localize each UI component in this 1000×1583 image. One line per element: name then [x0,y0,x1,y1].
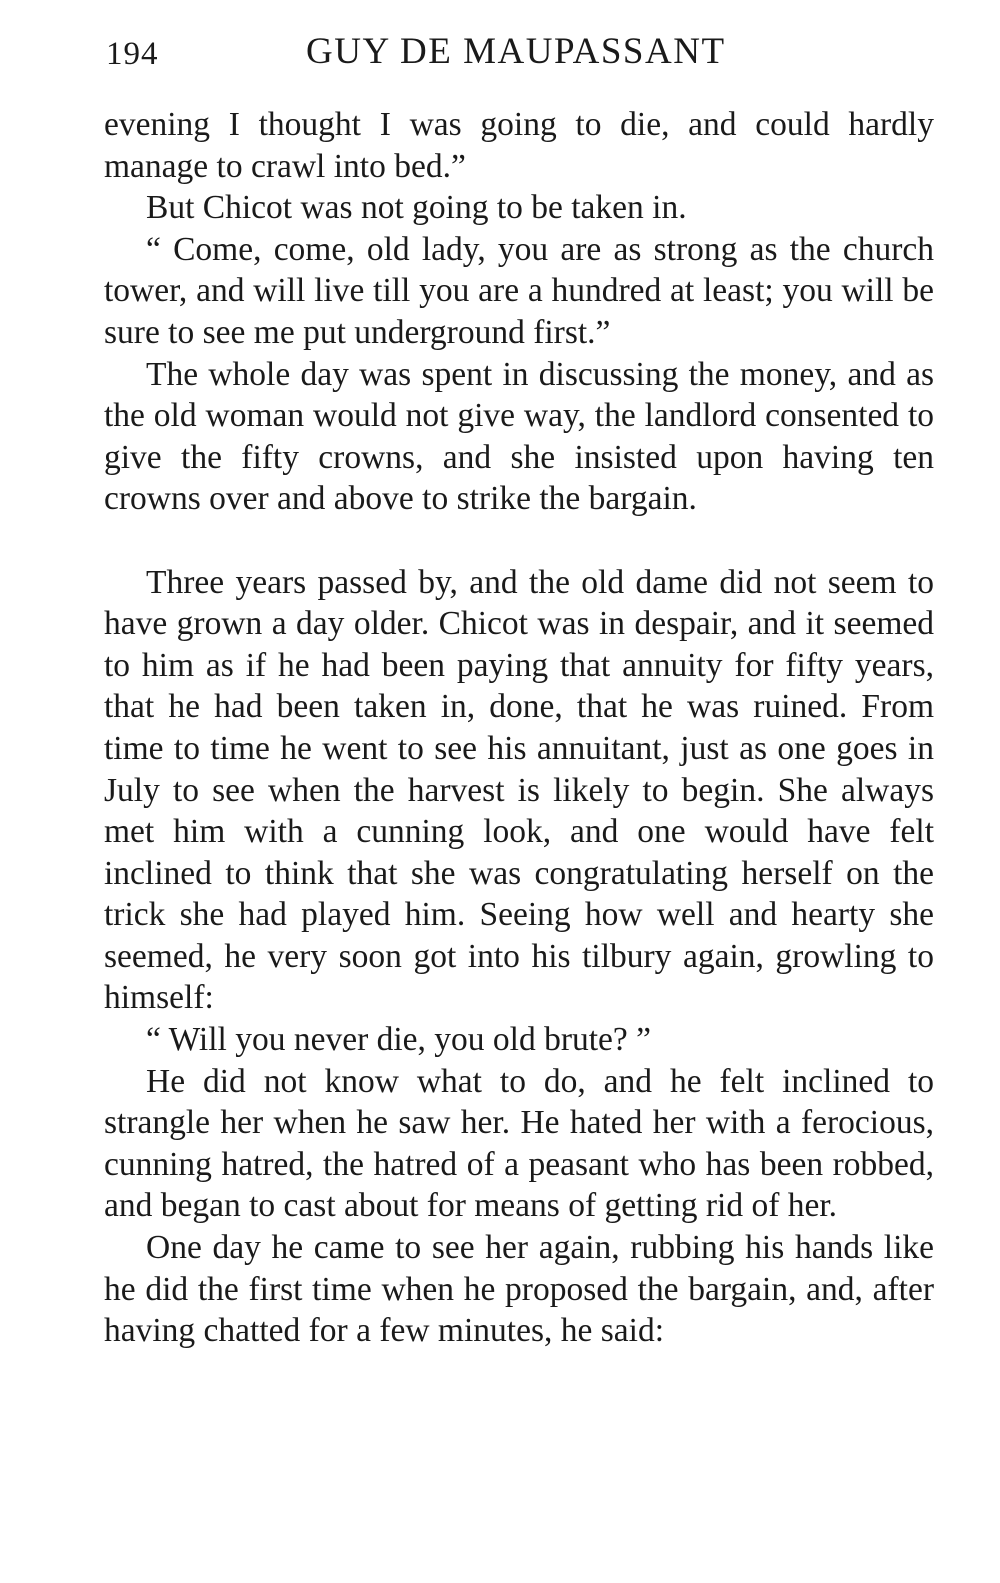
paragraph: evening I thought I was going to die, and could hardly manage to crawl into bed.” [104,106,934,185]
body-text [104,104,934,1352]
running-head: GUY DE MAUPASSANT [306,31,726,72]
page-number: 194 [106,36,159,72]
paragraph: “ Come, come, old lady, you are as strong as the church tower, and will live till you are a hundred at least; you will be sure to see me put underground first.” [104,230,934,351]
page-header [106,28,932,78]
paragraph: Three years passed by, and the old dame did not seem to have grown a day older. Chicot was in despair, and it seemed to him as if he had been paying that annuity for fifty years, that he had been taken in, done, that he was ruined. From time to time he went to see his annuitant, just as one goes in July to see when the harvest is likely to begin. She always met him with a cunning look, and one would have felt inclined to think that she was congratulating herself on the trick she had played him. Seeing how well and hearty she seemed, he very soon got into his tilbury again, growling to himself: [104,563,934,1017]
section-break [104,520,934,562]
paragraph: He did not know what to do, and he felt inclined to strangle her when he saw her. He hated her with a ferocious, cunning hatred, the hatred of a peasant who has been robbed, and began to cast about for means of getting rid of her. [104,1062,934,1225]
paragraph: But Chicot was not going to be taken in. [146,189,687,227]
paragraph: One day he came to see her again, rubbing his hands like he did the first time when he proposed the bargain, and, after having chatted for a few minutes, he said: [104,1229,934,1350]
paragraph: “ Will you never die, you old brute? ” [146,1021,652,1059]
paragraph: The whole day was spent in discussing the money, and as the old woman would not give way, the landlord consented to give the fifty crowns, and she insisted upon having ten crowns over and above to strike the bargain. [104,355,934,518]
